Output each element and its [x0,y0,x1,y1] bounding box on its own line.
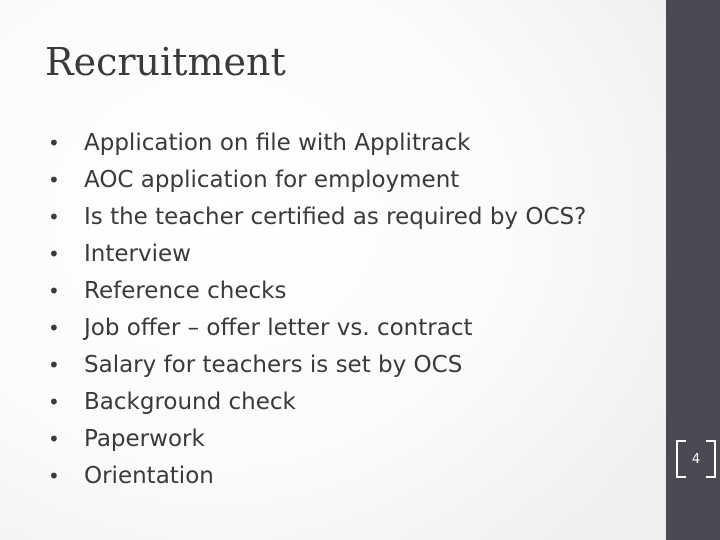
bullet-text: Job offer – offer letter vs. contract [84,314,473,341]
bullet-icon: • [48,204,60,229]
list-item [48,420,586,457]
list-item [48,198,586,235]
bullet-text: Reference checks [84,277,287,304]
list-item [48,457,586,494]
slide-number [676,440,716,478]
bullet-text: Salary for teachers is set by OCS [84,351,463,378]
bullet-text: Orientation [84,462,214,489]
slide-title: Recruitment [45,40,286,84]
list-item [48,346,586,383]
bullet-text: AOC application for employment [84,166,460,193]
bullet-icon: • [48,352,60,377]
bullet-icon: • [48,278,60,303]
bullet-icon: • [48,426,60,451]
bullet-icon: • [48,389,60,414]
list-item [48,124,586,161]
bullet-text: Application on file with Applitrack [84,129,471,156]
list-item [48,383,586,420]
bullet-icon: • [48,130,60,155]
bullet-icon: • [48,315,60,340]
list-item [48,235,586,272]
list-item [48,309,586,346]
bullet-text: Background check [84,388,296,415]
slide-number-label: 4 [691,451,701,467]
bullet-text: Is the teacher certified as required by OCS? [84,203,587,230]
list-item [48,161,586,198]
bullet-list [48,124,586,494]
bullet-text: Interview [84,240,191,267]
bullet-icon: • [48,463,60,488]
list-item [48,272,586,309]
bullet-icon: • [48,167,60,192]
bullet-text: Paperwork [84,425,205,452]
bullet-icon: • [48,241,60,266]
